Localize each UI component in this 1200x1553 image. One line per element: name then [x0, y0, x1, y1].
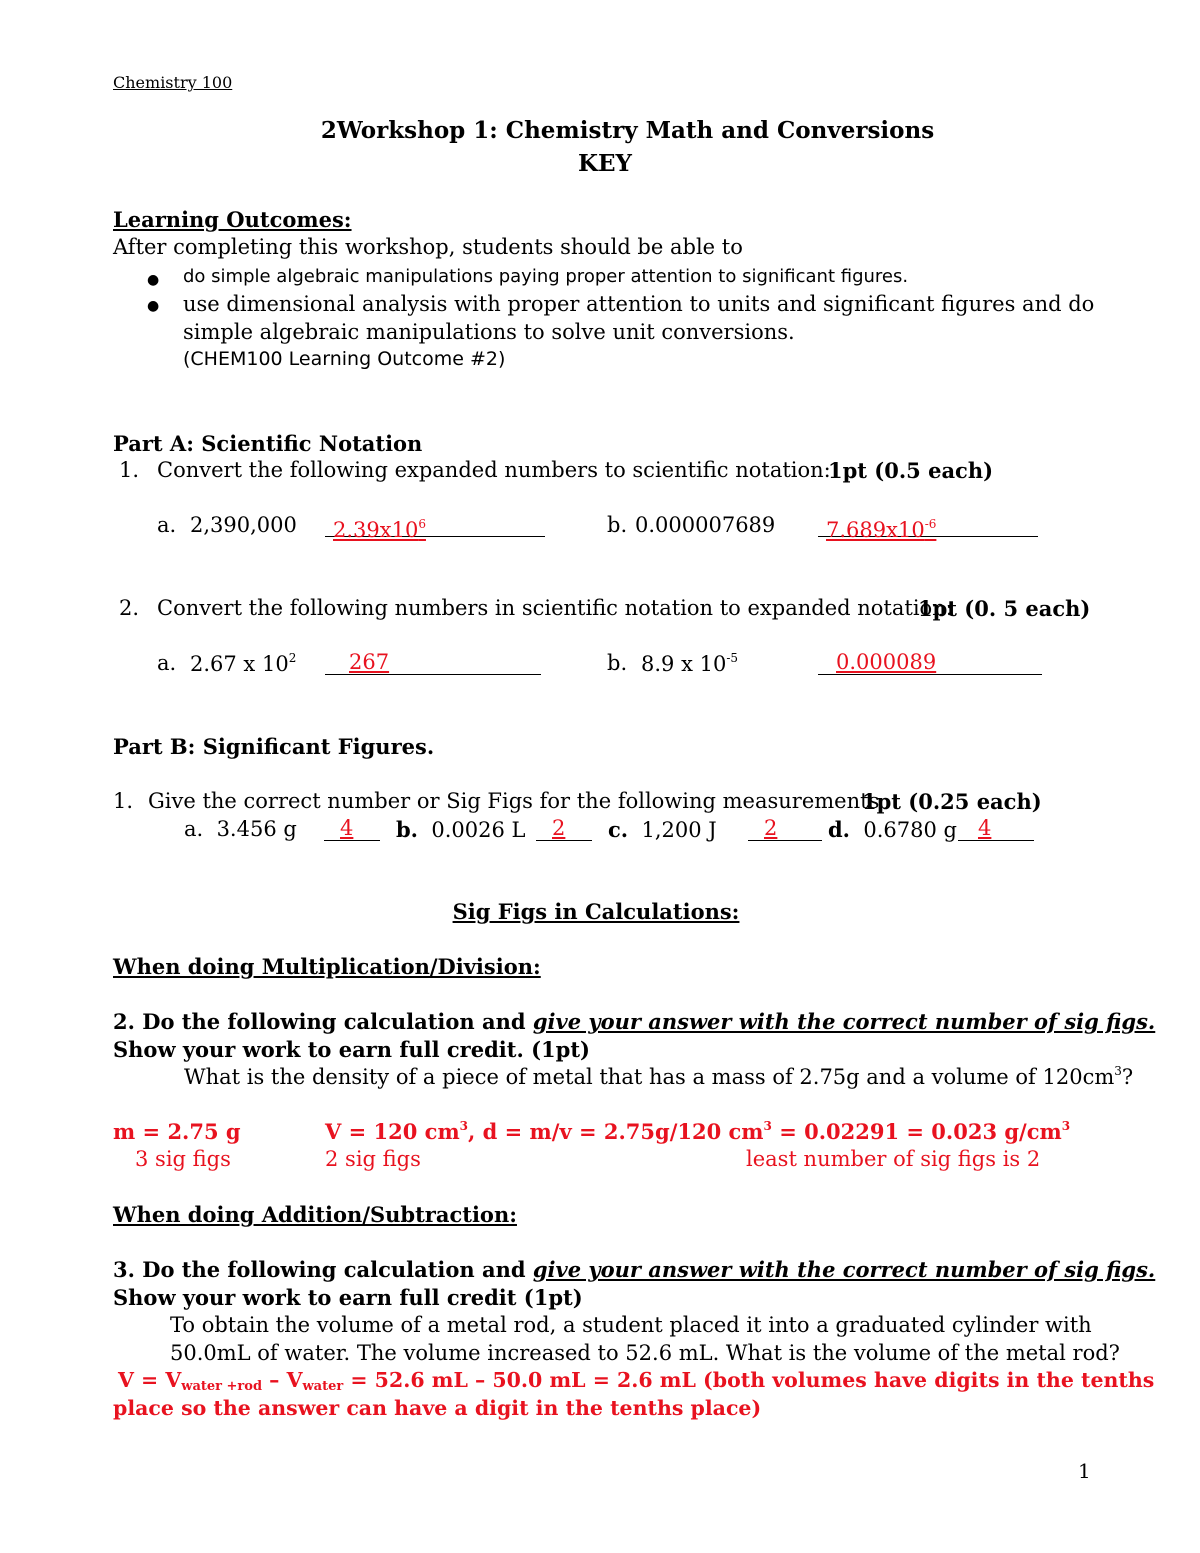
partA-q2b-label: b.	[607, 651, 628, 675]
partA-heading: Part A: Scientific Notation	[113, 431, 423, 456]
partA-q1b-answer: $7.689x10^{-6}$	[818, 512, 1038, 542]
partB-item-a: a. 3.456 g	[184, 817, 297, 841]
course-header: Chemistry 100	[113, 73, 233, 92]
q3-show-work: Show your work to earn full credit (1pt)	[113, 1285, 583, 1310]
q2-answer-mass: m = 2.75 g	[113, 1119, 241, 1144]
partB-answer-c: 2	[748, 816, 822, 841]
partA-q1-number: 1.	[119, 458, 140, 482]
partA-q1b-value: 0.000007689	[635, 513, 776, 537]
q2-sigfigs-least: least number of sig figs is 2	[746, 1147, 1041, 1171]
q3-answer-line1: $V = V_{water +rod} - V_{water} = 52.6$ mL – 50.0 mL = 2.6 mL (both volumes have digits in the tenths	[118, 1368, 1155, 1394]
partB-q1-number: 1.	[113, 789, 134, 813]
q2-question: What is the density of a piece of metal that has a mass of 2.75g and a volume of $120cm^3$?	[184, 1064, 1134, 1089]
q3-question-line2: 50.0mL of water. The volume increased to 52.6 mL. What is the volume of the metal rod?	[170, 1341, 1120, 1365]
outcome-bullet-2-line2: simple algebraic manipulations to solve unit conversions.	[183, 320, 795, 344]
add-heading: When doing Addition/Subtraction:	[113, 1202, 517, 1227]
partB-q1-points: 1pt (0.25 each)	[862, 789, 1042, 814]
partA-q1a-answer: $2.39x10^6$	[325, 512, 545, 542]
partB-answer-d: 4	[958, 816, 1034, 841]
partA-q2a-answer: 267	[325, 650, 541, 675]
page-number: 1	[1078, 1459, 1091, 1483]
partA-q1a-label: a.	[157, 513, 177, 537]
partB-answer-b: 2	[536, 816, 592, 841]
partA-q2-points: 1pt (0. 5 each)	[918, 596, 1091, 621]
partA-q1b-label: b.	[607, 513, 628, 537]
q3-answer-line2: place so the answer can have a digit in the tenths place)	[113, 1396, 762, 1420]
partA-q2a-label: a.	[157, 651, 177, 675]
partB-item-c: c. 1,200 J	[608, 817, 717, 842]
outcome-bullet-1: do simple algebraic manipulations paying proper attention to significant figures.	[183, 266, 909, 287]
calcs-heading: Sig Figs in Calculations:	[452, 899, 740, 924]
partA-q2b-value: 8.9 x $10^{-5}$	[641, 651, 739, 676]
partA-q2b-answer: 0.000089	[818, 650, 1042, 675]
bullet-icon: ●	[147, 272, 160, 288]
outcome-bullet-2-line1: use dimensional analysis with proper attention to units and significant figures and do	[183, 292, 1095, 316]
page-title: 2Workshop 1: Chemistry Math and Conversions	[320, 117, 935, 144]
bullet-icon: ●	[147, 298, 160, 314]
partA-q1a-value: 2,390,000	[190, 513, 297, 537]
partA-q2-text: Convert the following numbers in scientific notation to expanded notation:	[157, 596, 953, 620]
mult-heading: When doing Multiplication/Division:	[113, 954, 541, 979]
partB-answer-a: 4	[324, 816, 380, 841]
partA-q1-points: 1pt (0.5 each)	[828, 458, 994, 483]
partB-item-b: b. 0.0026 L	[396, 817, 526, 842]
q2-sigfigs-volume: 2 sig figs	[325, 1147, 421, 1171]
q2-sigfigs-mass: 3 sig figs	[135, 1147, 231, 1171]
partA-q2a-value: 2.67 x $10^2$	[190, 651, 297, 676]
partA-q1-text: Convert the following expanded numbers to scientific notation:	[157, 458, 831, 482]
page-subtitle-key: KEY	[578, 150, 632, 177]
partB-q1-text: Give the correct number or Sig Figs for the following measurements	[148, 789, 880, 813]
q2-answer-density: V = 120 $cm^3$, d = m/v = 2.75g/120 $cm^3 = 0.02291 = 0.023$ $g/cm^3$	[325, 1119, 1071, 1144]
outcomes-intro: After completing this workshop, students should be able to	[113, 235, 743, 259]
partA-q2-number: 2.	[119, 596, 140, 620]
q3-question-line1: To obtain the volume of a metal rod, a student placed it into a graduated cylinder with	[170, 1313, 1092, 1337]
q2-show-work: Show your work to earn full credit. (1pt)	[113, 1037, 590, 1062]
q3-prompt: 3. Do the following calculation and give your answer with the correct number of sig figs.	[113, 1257, 1156, 1282]
partB-item-d: d. 0.6780 g	[828, 817, 957, 842]
outcomes-heading: Learning Outcomes:	[113, 207, 352, 232]
q2-prompt: 2. Do the following calculation and give your answer with the correct number of sig figs.	[113, 1009, 1156, 1034]
partB-heading: Part B: Significant Figures.	[113, 734, 435, 759]
outcome-reference: (CHEM100 Learning Outcome #2)	[183, 348, 506, 370]
